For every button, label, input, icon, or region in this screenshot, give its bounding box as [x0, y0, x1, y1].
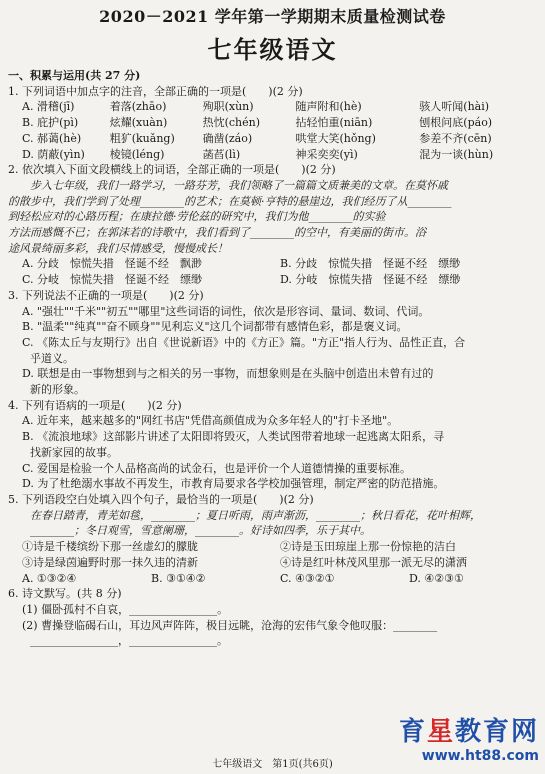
- option-row: [8, 131, 538, 147]
- option-row: [8, 539, 538, 555]
- watermark-brand-c: 教育网: [454, 717, 539, 747]
- page-footer: 七年级语文 第1页(共6页): [212, 759, 333, 770]
- text-line: [8, 225, 538, 241]
- option-item: A. 滑稽(jī): [22, 100, 75, 114]
- line-text: B. 《流浪地球》这部影片讲述了太阳即将毁灭，人类试图带着地球一起逃离太阳系，寻: [22, 430, 445, 444]
- text-line: [8, 84, 538, 100]
- option-item: 殉职(xùn): [202, 100, 254, 114]
- option-item: C. 分岐 惊慌失措 怪诞不经 缥缈: [22, 273, 203, 287]
- option-item: ④诗是红叶林茂风里那一派无尽的潇洒: [280, 555, 467, 569]
- text-line: [8, 178, 538, 194]
- line-text: 4. 下列有语病的一项是( )(2 分): [8, 398, 182, 412]
- line-text: D. 为了杜绝溺水事故不再发生，市教育局要求各学校加强管理，制定严密的防范措施。: [22, 477, 445, 491]
- line-text: 方法而感慨不已；在郭沫若的诗歌中，我们看到了________的空中，有美丽的街市。浴: [8, 226, 426, 240]
- option-item: B. ③①④②: [151, 571, 206, 585]
- option-item: 刨根问底(páo): [419, 116, 493, 130]
- line-text: 1. 下列词语中加点字的注音，全部正确的一项是( )(2 分): [8, 84, 303, 98]
- option-item: 混为一谈(hùn): [419, 147, 494, 161]
- option-item: 炫耀(xuàn): [109, 116, 168, 130]
- watermark-logo: [399, 711, 539, 764]
- text-line: [8, 209, 538, 225]
- line-text: (2) 曹操登临碣石山，耳边风声阵阵，极目远眺，沧海的宏伟气象令他叹服：________: [22, 618, 438, 632]
- line-text: 6. 诗文默写。(共 8 分): [8, 587, 122, 601]
- line-text: 找新家园的故事。: [30, 445, 118, 459]
- line-text: A. 近年来，越来越多的"网红书店"凭借高颜值成为众多年轻人的"打卡圣地"。: [22, 414, 399, 428]
- watermark-brand-a: 育: [398, 717, 427, 747]
- option-item: ②诗是玉田琼崖上那一份惊艳的洁白: [280, 540, 456, 554]
- text-line: [8, 523, 538, 539]
- text-line: [8, 304, 538, 320]
- text-line: [8, 445, 538, 461]
- line-text: 在春日踏青，青芜如毯，________；夏日听雨，雨声渐沥，________；秋日看花，花叶相辉，: [30, 508, 481, 522]
- option-item: C. 郝蔼(hè): [22, 131, 82, 145]
- text-line: [8, 461, 538, 477]
- option-item: B. 分歧 惊慌失措 怪诞不经 缥缈: [280, 257, 461, 271]
- option-item: D. ④②③①: [409, 571, 464, 585]
- text-line: [8, 288, 538, 304]
- text-line: [8, 68, 538, 84]
- option-row: [8, 99, 538, 115]
- line-text: (1) 僵卧孤村不自哀，________________。: [22, 602, 229, 616]
- text-line: [8, 633, 538, 649]
- text-line: [8, 382, 538, 398]
- text-line: [8, 194, 538, 210]
- text-line: [8, 398, 538, 414]
- line-text: 5. 下列语段空白处填入四个句子，最恰当的一项是( )(2 分): [8, 492, 314, 506]
- option-item: D. 分岐 惊慌失措 怪诞不经 缥缈: [280, 273, 461, 287]
- option-item: ③诗是绿茵遍野时那一抹久违的清新: [22, 555, 198, 569]
- line-text: 步入七年级，我们一路学习，一路芬芳，我们领略了一篇篇文质兼美的文章。在莫怀戚: [30, 178, 448, 192]
- text-line: [8, 492, 538, 508]
- option-item: B. 庇护(pì): [22, 116, 79, 130]
- option-row: [8, 571, 538, 587]
- option-item: 神采奕奕(yì): [295, 147, 358, 161]
- option-row: [8, 555, 538, 571]
- option-item: 棱镜(léng): [109, 147, 165, 161]
- option-item: 随声附和(hè): [295, 100, 362, 114]
- option-row: [8, 147, 538, 163]
- text-line: [8, 476, 538, 492]
- option-item: ①诗是千楼缤纷下那一丝虚幻的朦胧: [22, 540, 198, 554]
- option-item: 确凿(záo): [202, 131, 253, 145]
- text-line: [8, 413, 538, 429]
- line-text: 一、积累与运用(共 27 分): [8, 69, 141, 82]
- line-text: ________；冬日观雪，雪意阑珊，________。好诗如四季，乐于其中。: [30, 524, 371, 538]
- line-text: 新的形象。: [30, 383, 85, 397]
- option-item: 着落(zhāo): [109, 100, 167, 114]
- line-text: 的散步中，我们学到了处理________的艺术；在莫顿·亨特的悬崖边，我们经历了从________: [8, 194, 452, 208]
- option-item: 热忱(chén): [202, 116, 261, 130]
- option-item: 粗犷(kuǎng): [109, 131, 175, 145]
- exam-content: [8, 68, 538, 649]
- text-line: [8, 508, 538, 524]
- line-text: ________________，________________。: [30, 634, 228, 648]
- option-item: 骇人听闻(hài): [419, 100, 490, 114]
- text-line: [8, 351, 538, 367]
- option-row: [8, 256, 538, 272]
- option-item: 哄堂大笑(hǒng): [295, 131, 376, 145]
- text-line: [8, 241, 538, 257]
- text-line: [8, 586, 538, 602]
- exam-subject: 七年级语文: [207, 35, 338, 64]
- option-item: A. ①③②④: [22, 571, 77, 585]
- line-text: C. 《陈太丘与友期行》出自《世说新语》中的《方正》篇。"方正"指人行为、品性正直，合: [22, 335, 466, 349]
- text-line: [8, 162, 538, 178]
- option-item: C. ④③②①: [280, 571, 335, 585]
- option-item: D. 荫蔽(yìn): [22, 147, 85, 161]
- text-line: [8, 319, 538, 335]
- text-line: [8, 366, 538, 382]
- text-line: [8, 618, 538, 634]
- text-line: [8, 335, 538, 351]
- option-row: [8, 272, 538, 288]
- line-text: 2. 依次填入下面文段横线上的词语，全部正确的一项是( )(2 分): [8, 163, 336, 177]
- line-text: D. 联想是由一事物想到与之相关的另一事物，而想象则是在头脑中创造出未曾有过的: [22, 367, 434, 381]
- text-line: [8, 429, 538, 445]
- option-row: [8, 115, 538, 131]
- line-text: 乎道义。: [30, 351, 74, 365]
- watermark-url: www.ht88.com: [421, 748, 539, 764]
- option-item: 拈轻怕重(niān): [295, 116, 373, 130]
- text-line: [8, 602, 538, 618]
- line-text: 到轻松应对的心路历程；在康拉德·劳伦兹的研究中，我们为他________的实验: [8, 210, 386, 224]
- option-item: A. 分歧 惊慌失措 怪诞不经 飘渺: [22, 257, 202, 271]
- line-text: B. "温柔""纯真""奋不顾身""见利忘义"这几个词都带有感情色彩，都是褒义词。: [22, 320, 408, 334]
- line-text: 途风景绮丽多彩，我们尽情感受，慢慢成长！: [8, 241, 228, 255]
- option-item: 菡萏(lì): [202, 147, 241, 161]
- line-text: C. 爱国是检验一个人品格高尚的试金石，也是评价一个人道德情操的重要标准。: [22, 461, 412, 475]
- line-text: A. "强壮""千米""初五""哪里"这些词语的词性，依次是形容词、量词、数词、代词。: [22, 304, 430, 318]
- line-text: 3. 下列说法不正确的一项是( )(2 分): [8, 288, 204, 302]
- exam-title: 2020－2021 学年第一学期期末质量检测试卷: [99, 7, 446, 26]
- watermark-brand-b: 星: [426, 717, 455, 747]
- option-item: 参差不齐(cēn): [419, 131, 492, 145]
